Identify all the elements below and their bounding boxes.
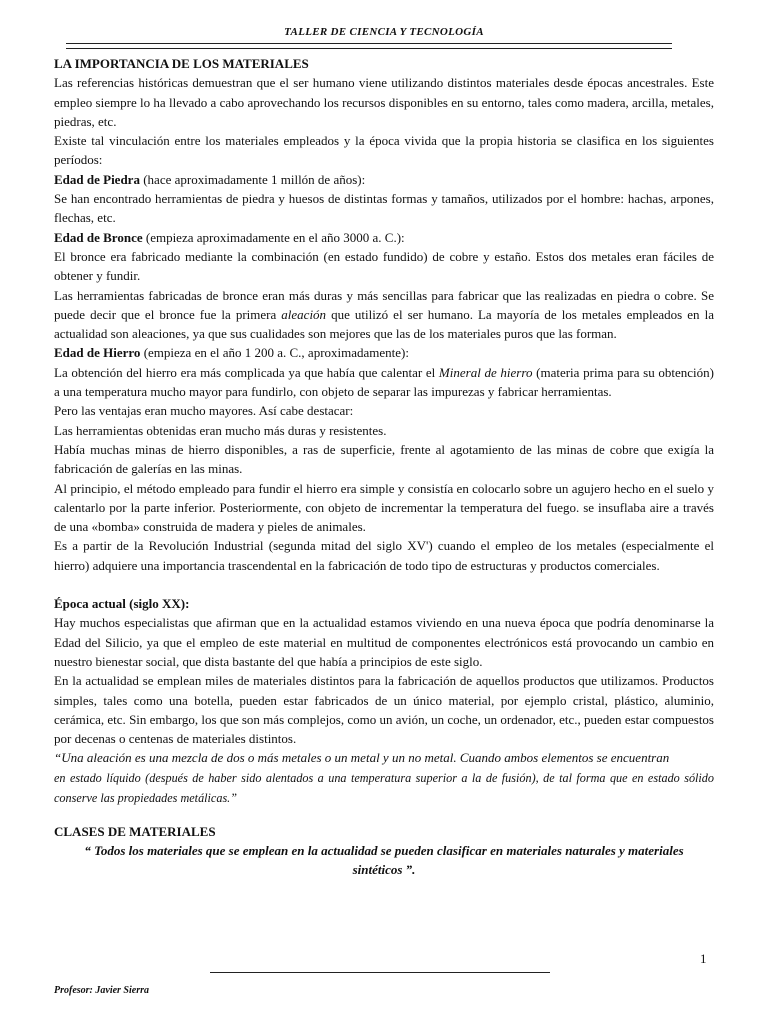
paragraph-bronce-2 xyxy=(54,286,714,344)
paragraph-hierro-3: Las herramientas obtenidas eran mucho más duras y resistentes. xyxy=(54,422,387,438)
paragraph-hierro-4: Había muchas minas de hierro disponibles, a ras de superficie, frente al agotamiento de las minas de cobre que exigía la fabricación de galerías en las minas. xyxy=(54,441,714,477)
heading-edad-bronce xyxy=(54,228,714,247)
spacer xyxy=(54,575,714,594)
spacer xyxy=(54,808,714,822)
label-edad-bronce: Edad de Bronce xyxy=(54,229,143,245)
footer-rule xyxy=(210,972,550,973)
quote-clases: “ Todos los materiales que se emplean en la actualidad se pueden clasificar en materiales naturales y materiales sintéticos ”. xyxy=(84,842,684,878)
term-mineral-de-hierro: Mineral de hierro xyxy=(438,364,533,380)
section-title-importancia: LA IMPORTANCIA DE LOS MATERIALES xyxy=(54,56,309,71)
heading-edad-hierro xyxy=(54,343,714,362)
bronce-p2-b: que utilizó el ser humano. La mayoría de los metales empleados en la actualidad son aleaciones, ya que sus cualidades son mejores que las de los materiales puros que las forman. xyxy=(54,306,714,342)
paren-edad-bronce: (empieza aproximadamente en el año 3000 a. C.): xyxy=(142,229,405,245)
quote-aleacion-line-1: “Una aleación es una mezcla de dos o más metales o un metal y un no metal. Cuando ambos elementos se encuentran xyxy=(54,750,670,766)
page-header-title: TALLER DE CIENCIA Y TECNOLOGÍA xyxy=(284,26,484,38)
hierro-p1-a: La obtención del hierro era más complicada ya que había que calentar el xyxy=(54,364,439,380)
term-aleacion: aleación xyxy=(281,306,327,322)
hierro-p1-b: (materia prima para su obtención) a una temperatura mucho mayor para fundirlo, con objeto de separar las impurezas y fabricar herramientas. xyxy=(54,364,714,400)
paragraph-bronce-1: El bronce era fabricado mediante la combinación (en estado fundido) de cobre y estaño. Estos dos metales eran fáciles de obtener y fundir. xyxy=(54,248,714,284)
paragraph-intro-2: Existe tal vinculación entre los materiales empleados y la época vivida que la propia historia se clasifica en los siguientes períodos: xyxy=(54,133,714,168)
heading-edad-piedra xyxy=(54,170,714,189)
paren-edad-piedra: (hace aproximadamente 1 millón de años): xyxy=(139,171,366,187)
footer-author: Profesor: Javier Sierra xyxy=(54,985,149,996)
paragraph-hierro-2: Pero las ventajas eran mucho mayores. Así cabe destacar: xyxy=(54,403,354,419)
page-number: 1 xyxy=(700,951,707,966)
paragraph-hierro-1 xyxy=(54,363,714,402)
label-edad-piedra: Edad de Piedra xyxy=(54,171,140,187)
document-body xyxy=(54,54,714,880)
quote-aleacion-line-2: en estado líquido (después de haber sido alentados a una temperatura superior a la de fusión), de tal forma que en estado sólido conserve las propiedades metálicas.” xyxy=(54,770,714,805)
label-edad-hierro: Edad de Hierro xyxy=(54,345,141,361)
paragraph-hierro-5: Al principio, el método empleado para fundir el hierro era simple y consistía en colocarlo sobre un agujero hecho en el suelo y calentarlo por la parte inferior. Posteriormente, con objeto de incrementar la temperatura del fuego. se insuflaba aire a través de una «bomba» construida de madera y pieles de animales. xyxy=(54,480,714,535)
paragraph-intro-1: Las referencias históricas demuestran que el ser humano viene utilizando distintos materiales desde épocas ancestrales. Este empleo siempre lo ha llevado a cabo aprovechando los recursos disponibles en su entorno, tales como madera, arcilla, metales, piedras, etc. xyxy=(54,75,714,129)
paragraph-actual-1: Hay muchos especialistas que afirman que en la actualidad estamos viviendo en una nueva época que podría denominarse la Edad del Silicio, ya que el empleo de este material en multitud de componentes electrónicos está provocando un cambio en nuestro bienestar social, que dista bastante del que había a principios de este siglo. xyxy=(54,615,714,669)
header-rule xyxy=(66,43,672,49)
paren-edad-hierro: (empieza en el año 1 200 a. C., aproximadamente): xyxy=(140,345,410,361)
heading-epoca-actual: Época actual (siglo XX): xyxy=(54,596,190,612)
paragraph-hierro-6: Es a partir de la Revolución Industrial (segunda mitad del siglo XV') cuando el empleo de los metales (especialmente el hierro) adquiere una importancia trascendental en la fabricación de todo tipo de estructuras y productos comerciales. xyxy=(54,538,714,573)
paragraph-actual-2: En la actualidad se emplean miles de materiales distintos para la fabricación de aquellos productos que utilizamos. Productos simples, tales como una botella, pueden estar fabricados de un único material, por ejemplo cristal, plástico, aluminio, cerámica, etc. Sin embargo, los que son más complejos, como un avión, un coche, un ordenador, etc., pueden estar compuestos por decenas o centenas de materiales distintos. xyxy=(54,673,714,747)
bronce-p2-a: Las herramientas fabricadas de bronce eran más duras y más sencillas para fabricar que las realizadas en piedra o cobre. Se puede decir que el bronce fue la primera xyxy=(54,287,714,322)
section-title-clases: CLASES DE MATERIALES xyxy=(54,823,216,839)
paragraph-piedra: Se han encontrado herramientas de piedra y huesos de distintas formas y tamaños, utilizados por el hombre: hachas, arpones, flechas, etc. xyxy=(54,191,714,226)
